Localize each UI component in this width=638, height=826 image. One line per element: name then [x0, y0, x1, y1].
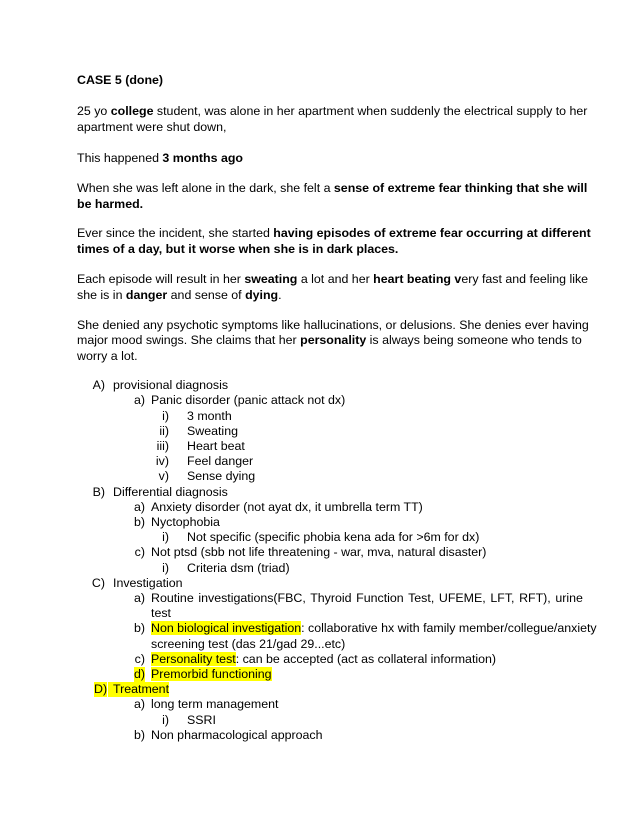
highlighted-text: Treatment	[108, 682, 169, 697]
paragraph-line: When she was left alone in the dark, she felt a sense of extreme fear thinking that she will	[77, 181, 588, 195]
highlighted-text: Non biological investigation	[151, 621, 302, 635]
highlighted-text: Personality test	[151, 652, 236, 666]
document-page: CASE 5 (done) 25 yo college student, was alone in her apartment when suddenly the electrical supply to her apartment were shut down, This happened 3 months ago When she was left alone in the dark, she felt a sense of extreme fear thinking that she will be harmed. Ever since the incident, she started having episodes of extreme fear occurring at different times of a day, but it worse when she is in dark places. Each episode will result in her sweating a lot and her heart beating very fast and feeling like she is in danger and sense of dying. She denied any psychotic symptoms like hallucinations, or delusions. She denies ever having major mood swings. She claims that her personality is always being someone who tends to worry a lot. A) provisional diagnosis a) Panic disorder (panic attack not dx) i) 3 month ii) Sweating iii) Heart beat iv) Feel danger v) Sense dying B) Differential diagnosis a) Anxiety disorder (not ayat dx, it umbrella term TT) b) Nyctophobia i) Not specific (specific phobia kena ada for >6m for dx) c) Not ptsd (sbb not life threatening - war, mva, natural disaster) i) Criteria dsm (triad) C) Investigation a) Routine investigations(FBC, Thyroid Function Test, UFEME, LFT, RFT), urine test b) Non biological investigation: collaborative hx with family member/collegue/anxiety screening test (das 21/gad 29...etc) c) Personality test: can be accepted (act as collateral information) d) Premorbid functioning D) Treatment a) long term management i) SSRI b) Non pharmacological approach	[77, 73, 597, 742]
paragraph-line: be harmed.	[77, 197, 144, 211]
paragraph-line: apartment were shut down,	[77, 120, 227, 134]
paragraph-line: times of a day, but it worse when she is in dark places.	[77, 242, 399, 256]
paragraph-line: she is in danger and sense of dying.	[77, 288, 282, 302]
case-title: CASE 5 (done)	[77, 73, 164, 87]
paragraph-line: major mood swings. She claims that her personality is always being someone who tends to	[77, 333, 582, 347]
paragraph-line: Each episode will result in her sweating a lot and her heart beating very fast and feeling like	[77, 272, 589, 286]
paragraph-line: This happened 3 months ago	[77, 151, 243, 165]
paragraph-line: Ever since the incident, she started having episodes of extreme fear occurring at different	[77, 226, 591, 240]
paragraph-line: worry a lot.	[77, 349, 138, 363]
paragraph-line: She denied any psychotic symptoms like hallucinations, or delusions. She denies ever having	[77, 318, 589, 332]
paragraph-line: 25 yo college student, was alone in her apartment when suddenly the electrical supply to her	[77, 104, 588, 118]
highlighted-text: Premorbid functioning	[151, 667, 272, 681]
